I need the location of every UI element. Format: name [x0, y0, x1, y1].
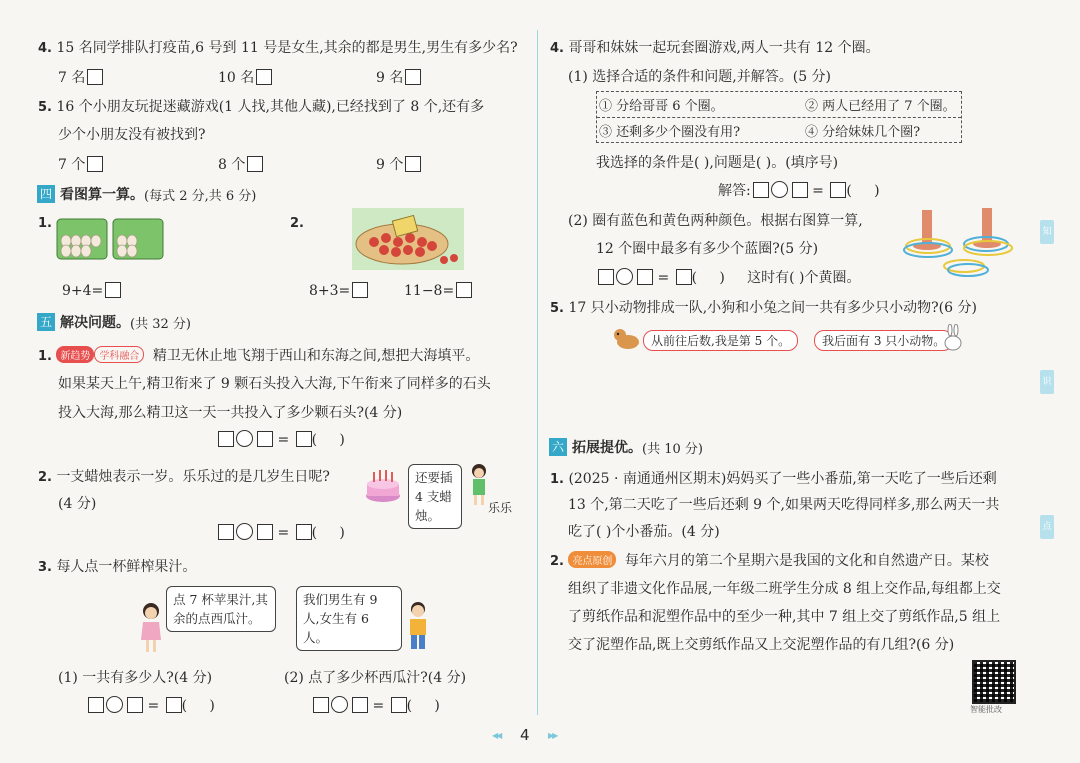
q5-opt-3-label: 9 个	[376, 157, 404, 173]
birthday-cake-image	[364, 466, 402, 504]
e1-line2: 13 个,第二天吃了一些后还剩 9 个,如果两天吃得同样多,那么两天一共	[568, 497, 1000, 513]
page-number: 4	[520, 726, 530, 744]
boy-image	[404, 600, 432, 654]
p3-text: 每人点一杯鲜榨果汁。	[56, 559, 197, 575]
q4-right-text: 哥哥和妹妹一起玩套圈游戏,两人一共有 12 个圈。	[568, 40, 880, 56]
sec4-eq1-box[interactable]	[105, 282, 121, 298]
section-4-score: (每式 2 分,共 6 分)	[144, 188, 257, 204]
q4-choose-line: 我选择的条件是( ),问题是( )。(填序号)	[596, 155, 839, 171]
p1-tag-trend: 新趋势	[56, 346, 94, 363]
p3a-box-2[interactable]	[127, 697, 143, 713]
q4-op-circle[interactable]	[771, 181, 788, 198]
p2-box-1[interactable]	[218, 524, 234, 540]
q4-sub2-line2: 12 个圈中最多有多少个蓝圈?(5 分)	[596, 241, 819, 257]
girl-image	[138, 602, 164, 654]
p1-line1: 精卫无休止地飞翔于西山和东海之间,想把大海填平。	[152, 348, 480, 364]
p3-sub2: (2) 点了多少杯西瓜汁?(4 分)	[284, 670, 467, 686]
e2-line4: 交了泥塑作品,既上交剪纸作品又上交泥塑作品的有几组?(6 分)	[568, 637, 955, 653]
condition-table	[596, 91, 962, 143]
q4-box-1[interactable]	[753, 182, 769, 198]
q5-left-line2: 少个小朋友没有被找到?	[58, 127, 206, 143]
p1-op-circle[interactable]	[236, 430, 253, 447]
sec4-eq3-text: 11−8=	[404, 283, 455, 299]
q5-opt-1	[58, 154, 103, 174]
q5-opt-3	[376, 154, 421, 174]
condition-cell-3: ③ 还剩多少个圈没有用?	[599, 125, 741, 140]
sec4-eq2-text: 8+3=	[309, 283, 351, 299]
p1-num: 1.	[38, 349, 52, 364]
q4-box-3[interactable]	[830, 182, 846, 198]
section-6-score: (共 10 分)	[642, 441, 703, 457]
q4-left	[38, 37, 518, 57]
section-5-title: 解决问题。	[60, 315, 130, 331]
condition-cell-4: ④ 分给妹妹几个圈?	[805, 125, 921, 140]
section-5-badge: 五	[37, 313, 55, 331]
q4-opt-2-label: 10 名	[218, 70, 255, 86]
p3	[38, 556, 196, 576]
p2-box-3[interactable]	[296, 524, 312, 540]
sec4-eq2-box[interactable]	[352, 282, 368, 298]
p1-tag-subject: 学科融合	[94, 346, 144, 363]
q5-opt-3-box[interactable]	[405, 156, 421, 172]
p3b-box-2[interactable]	[352, 697, 368, 713]
p3a-box-1[interactable]	[88, 697, 104, 713]
side-tab-2: 识	[1040, 370, 1054, 394]
e1-num: 1.	[550, 472, 564, 487]
p2-op-circle[interactable]	[236, 523, 253, 540]
q5-left	[38, 96, 484, 116]
q4b-box-2[interactable]	[637, 269, 653, 285]
e1-line1: (2025 · 南通通州区期末)妈妈买了一些小番茄,第一天吃了一些后还剩	[568, 471, 997, 487]
q4b-op-circle[interactable]	[616, 268, 633, 285]
condition-table-divider	[597, 117, 961, 118]
p3b-box-1[interactable]	[313, 697, 329, 713]
q5-right	[550, 297, 977, 317]
e2-line1: 每年六月的第二个星期六是我国的文化和自然遗产日。某校	[624, 553, 989, 569]
p3-boy-bubble: 我们男生有 9 人,女生有 6 人。	[296, 586, 402, 651]
q5-right-text: 17 只小动物排成一队,小狗和小兔之间一共有多少只小动物?(6 分)	[568, 300, 977, 316]
p3b-box-3[interactable]	[391, 697, 407, 713]
p1-box-1[interactable]	[218, 431, 234, 447]
egg-crates-image	[56, 213, 166, 263]
q4-right-sub1: (1) 选择合适的条件和问题,并解答。(5 分)	[568, 69, 832, 85]
condition-cell-1: ① 分给哥哥 6 个圈。	[599, 99, 724, 114]
p2-box-2[interactable]	[257, 524, 273, 540]
q4-right	[550, 37, 880, 57]
q4-opt-2	[218, 67, 272, 87]
puppy-image	[612, 325, 642, 351]
p2-num: 2.	[38, 470, 52, 485]
q5-dog-bubble: 从前往后数,我是第 5 个。	[643, 330, 798, 351]
q4-sub2-line1: (2) 圈有蓝色和黄色两种颜色。根据右图算一算,	[568, 213, 863, 229]
p3b-op-circle[interactable]	[331, 696, 348, 713]
e2	[550, 550, 989, 570]
p3-num: 3.	[38, 560, 52, 575]
p2	[38, 466, 330, 486]
q4-opt-3	[376, 67, 421, 87]
q4b-box-3[interactable]	[676, 269, 692, 285]
p3-girl-bubble: 点 7 杯苹果汁,其余的点西瓜汁。	[166, 586, 276, 632]
p1-line2: 如果某天上午,精卫衔来了 9 颗石头投入大海,下午衔来了同样多的石头	[58, 376, 491, 392]
e1-line3: 吃了( )个小番茄。(4 分)	[568, 524, 720, 540]
sec4-eq2	[309, 282, 368, 299]
side-tab-1: 知	[1040, 220, 1054, 244]
p3-answer-row-1: = ( )	[86, 696, 215, 714]
sec4-eq3	[404, 282, 472, 299]
qr-code-image[interactable]	[972, 660, 1016, 704]
q4-box-2[interactable]	[792, 182, 808, 198]
e2-tag-original: 亮点原创	[568, 551, 616, 568]
side-tab-3: 点	[1040, 515, 1054, 539]
p3-answer-row-2: = ( )	[311, 696, 440, 714]
p2-line2: (4 分)	[58, 496, 97, 512]
q5-left-line1: 16 个小朋友玩捉迷藏游戏(1 人找,其他人藏),已经找到了 8 个,还有多	[56, 99, 485, 115]
section-5-score: (共 32 分)	[130, 316, 191, 332]
section-4-title: 看图算一算。	[60, 187, 144, 203]
condition-cell-2: ② 两人已经用了 7 个圈。	[805, 99, 956, 114]
e1	[550, 468, 997, 488]
q4-opt-3-label: 9 名	[376, 70, 404, 86]
p2-speech-bubble: 还要插 4 支蜡烛。	[408, 464, 462, 529]
section-4-header	[37, 184, 256, 204]
q4-opt-3-box[interactable]	[405, 69, 421, 85]
p3-sub1: (1) 一共有多少人?(4 分)	[58, 670, 213, 686]
q4-answer-row: 解答: = ( )	[718, 183, 880, 199]
q4b-box-1[interactable]	[598, 269, 614, 285]
q4-left-num: 4.	[38, 41, 52, 56]
section-6-title: 拓展提优。	[572, 440, 642, 456]
sec4-eq1-text: 9+4=	[62, 283, 104, 299]
e2-line2: 组织了非遗文化作品展,一年级二班学生分成 8 组上交作品,每组都上交	[568, 581, 1001, 597]
sec4-p2-num: 2.	[290, 216, 304, 231]
sec4-eq1	[62, 282, 121, 299]
p3a-box-3[interactable]	[166, 697, 182, 713]
p2-name-label: 乐乐	[488, 501, 513, 515]
prev-page-arrows-icon[interactable]: ◀◀	[492, 731, 501, 740]
q5-left-num: 5.	[38, 100, 52, 115]
p1-line3: 投入大海,那么精卫这一天一共投入了多少颗石头?(4 分)	[58, 405, 403, 421]
q5-rabbit-bubble: 我后面有 3 只小动物。	[814, 330, 953, 351]
q4-answer-label: 解答:	[718, 183, 751, 199]
p1-answer-row: = ( )	[216, 430, 345, 448]
q5-opt-2-label: 8 个	[218, 157, 246, 173]
q4-right-num: 4.	[550, 41, 564, 56]
e2-num: 2.	[550, 554, 564, 569]
sec4-eq3-box[interactable]	[456, 282, 472, 298]
qr-label: 智能批改	[970, 705, 1002, 714]
q5-opt-1-label: 7 个	[58, 157, 86, 173]
q4-opt-1-label: 7 名	[58, 70, 86, 86]
section-6-header	[549, 437, 703, 457]
q5-opt-1-box[interactable]	[87, 156, 103, 172]
section-4-badge: 四	[37, 185, 55, 203]
q4-opt-1	[58, 67, 103, 87]
sec4-p1-num: 1.	[38, 216, 52, 231]
p1-box-2[interactable]	[257, 431, 273, 447]
q4-sub2-tail: 这时有( )个黄圈。	[747, 270, 861, 286]
p2-answer-row: = ( )	[216, 523, 345, 541]
section-5-header	[37, 312, 191, 332]
q5-opt-2	[218, 154, 263, 174]
section-6-badge: 六	[549, 438, 567, 456]
p1-box-3[interactable]	[296, 431, 312, 447]
rabbit-image	[940, 324, 966, 352]
page-divider	[537, 30, 538, 715]
q4-sub2-answer: = ( ) 这时有( )个黄圈。	[596, 267, 860, 287]
next-page-arrows-icon[interactable]: ▶▶	[548, 731, 557, 740]
q5-opt-2-box[interactable]	[247, 156, 263, 172]
e2-line3: 了剪纸作品和泥塑作品中的至少一种,其中 7 组上交了剪纸作品,5 组上	[568, 609, 1001, 625]
p1	[38, 345, 479, 365]
q4-opt-2-box[interactable]	[256, 69, 272, 85]
p3a-op-circle[interactable]	[106, 696, 123, 713]
q4-left-text: 15 名同学排队打疫苗,6 号到 11 号是女生,其余的都是男生,男生有多少名?	[56, 40, 518, 56]
q5-right-num: 5.	[550, 301, 564, 316]
food-plate-image	[352, 208, 464, 270]
ring-toss-image	[898, 206, 1020, 282]
p2-line1: 一支蜡烛表示一岁。乐乐过的是几岁生日呢?	[56, 469, 330, 485]
q4-opt-1-box[interactable]	[87, 69, 103, 85]
